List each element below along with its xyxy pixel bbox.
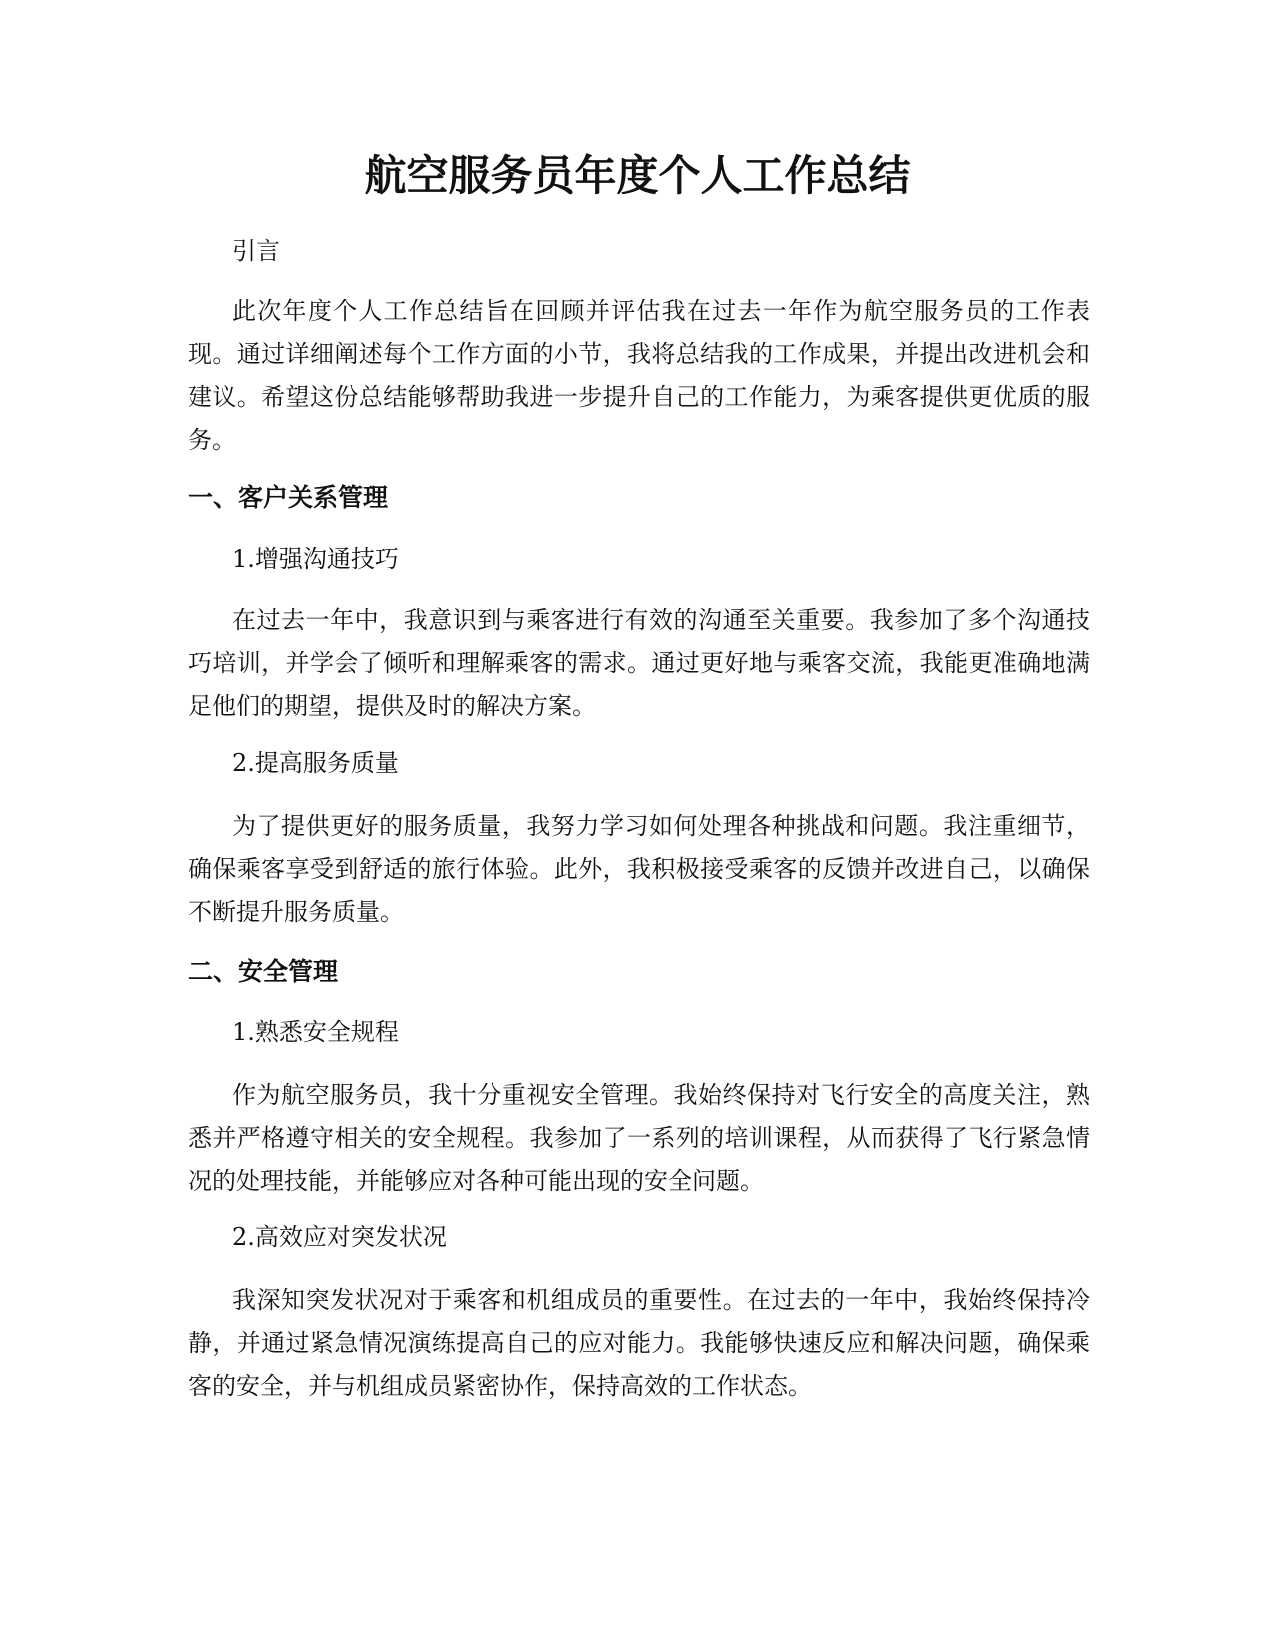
document-title: 航空服务员年度个人工作总结 xyxy=(364,151,911,200)
subsection-title-safety-rules: 1.熟悉安全规程 xyxy=(232,1018,399,1046)
subsection-paragraph-emergencies: 我深知突发状况对于乘客和机组成员的重要性。在过去的一年中，我始终保持冷静，并通过紧急情况演练提高自己的应对能力。我能够快速反应和解决问题，确保乘客的安全，并与机组成员紧密协作，保持高效的工作状态。 xyxy=(188,1286,1090,1400)
subsection-title-emergencies: 2.高效应对突发状况 xyxy=(232,1223,447,1251)
intro-paragraph: 此次年度个人工作总结旨在回顾并评估我在过去一年作为航空服务员的工作表现。通过详细阐述每个工作方面的小节，我将总结我的工作成果，并提出改进机会和建议。希望这份总结能够帮助我进一步提升自己的工作能力，为乘客提供更优质的服务。 xyxy=(188,297,1090,454)
section-heading-customer-relations: 一、客户关系管理 xyxy=(188,483,389,512)
section-heading-safety: 二、安全管理 xyxy=(188,957,339,986)
intro-label: 引言 xyxy=(232,237,280,265)
subsection-paragraph-communication: 在过去一年中，我意识到与乘客进行有效的沟通至关重要。我参加了多个沟通技巧培训，并学会了倾听和理解乘客的需求。通过更好地与乘客交流，我能更准确地满足他们的期望，提供及时的解决方案。 xyxy=(188,606,1090,720)
subsection-title-service-quality: 2.提高服务质量 xyxy=(232,749,399,777)
subsection-paragraph-safety-rules: 作为航空服务员，我十分重视安全管理。我始终保持对飞行安全的高度关注，熟悉并严格遵守相关的安全规程。我参加了一系列的培训课程，从而获得了飞行紧急情况的处理技能，并能够应对各种可能出现的安全问题。 xyxy=(188,1081,1090,1195)
subsection-title-communication: 1.增强沟通技巧 xyxy=(232,545,399,573)
subsection-paragraph-service-quality: 为了提供更好的服务质量，我努力学习如何处理各种挑战和问题。我注重细节，确保乘客享受到舒适的旅行体验。此外，我积极接受乘客的反馈并改进自己，以确保不断提升服务质量。 xyxy=(188,812,1090,926)
